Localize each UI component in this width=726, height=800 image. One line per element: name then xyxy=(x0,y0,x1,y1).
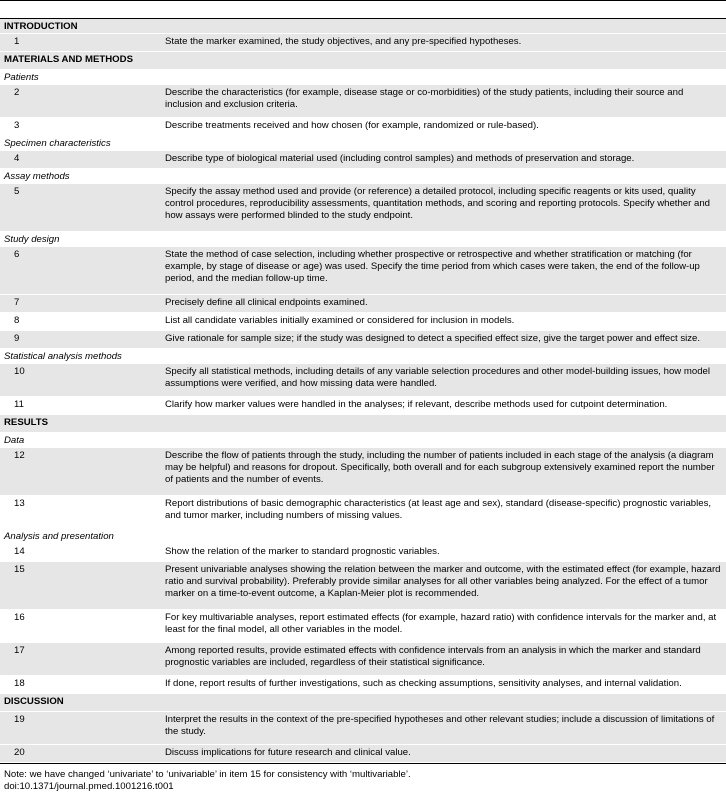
item-description: Discuss implications for future research and clinical value. xyxy=(165,747,411,758)
item-number: 2 xyxy=(14,87,20,98)
item-number: 17 xyxy=(14,645,25,656)
item-number: 7 xyxy=(14,297,20,308)
section-title: DISCUSSION xyxy=(4,696,64,707)
item-number: 3 xyxy=(14,120,20,131)
checklist-item-row xyxy=(0,118,726,136)
subsection-title: Assay methods xyxy=(4,171,70,182)
subsection-header-row xyxy=(0,169,726,184)
item-number: 9 xyxy=(14,333,20,344)
item-description: State the method of case selection, including whether prospective or retrospective and whether stratification or matching (for example, by stage of disease or age) was used. Specify the time period from which cases were taken, the end of the follow-up period, and the median follow-up time. xyxy=(165,249,700,284)
item-description: Among reported results, provide estimated effects with confidence intervals from an analysis in which the marker and standard prognostic variables are included, regardless of their statistical significance. xyxy=(165,645,701,668)
checklist-item-row xyxy=(0,448,726,496)
subsection-title: Patients xyxy=(4,72,39,83)
item-description: Describe treatments received and how chosen (for example, randomized or rule-based). xyxy=(165,120,539,131)
checklist-item-row xyxy=(0,331,726,349)
checklist-item-row xyxy=(0,247,726,295)
subsection-header-row xyxy=(0,232,726,247)
subsection-header-row xyxy=(0,349,726,364)
checklist-item-row xyxy=(0,295,726,313)
item-description: List all candidate variables initially examined or considered for inclusion in models. xyxy=(165,315,515,326)
checklist-item-row xyxy=(0,544,726,562)
checklist-item-row xyxy=(0,151,726,169)
item-description: Describe the flow of patients through the study, including the number of patients included in each stage of the analysis (a diagram may be helpful) and reasons for dropout. Specifically, both overall and for each subgroup extensively examined report the number of patients and the number of events. xyxy=(165,450,715,485)
item-description: State the marker examined, the study objectives, and any pre-specified hypotheses. xyxy=(165,36,522,47)
item-description: Specify the assay method used and provide (or reference) a detailed protocol, including specific reagents or kits used, quality control procedures, reproducibility assessments, quantitation methods, and scoring and reporting protocols. Specify whether and how assays were performed blinded to the study endpoint. xyxy=(165,186,711,221)
item-description: Precisely define all clinical endpoints examined. xyxy=(165,297,368,308)
section-header-row xyxy=(0,694,726,712)
item-number: 13 xyxy=(14,498,25,509)
subsection-title: Data xyxy=(4,435,25,446)
item-description: Specify all statistical methods, including details of any variable selection procedures and other model-building issues, how model assumptions were verified, and how missing data were handled. xyxy=(165,366,711,389)
item-number: 6 xyxy=(14,249,20,260)
table-doi: doi:10.1371/journal.pmed.1001216.t001 xyxy=(4,781,174,792)
item-description: Give rationale for sample size; if the study was designed to detect a specified effect size, give the target power and effect size. xyxy=(165,333,701,344)
item-number: 4 xyxy=(14,153,20,164)
table-footnote: Note: we have changed ‘univariate’ to ‘univariable’ in item 15 for consistency with ‘multivariable’. xyxy=(4,769,411,780)
item-number: 10 xyxy=(14,366,25,377)
item-number: 11 xyxy=(14,399,24,410)
subsection-header-row xyxy=(0,529,726,544)
item-description: Report distributions of basic demographic characteristics (at least age and sex), standard (disease-specific) prognostic variables, and tumor marker, including numbers of missing values. xyxy=(165,498,712,521)
checklist-item-row xyxy=(0,643,726,676)
checklist-item-row xyxy=(0,745,726,763)
subsection-header-row xyxy=(0,433,726,448)
subsection-title: Statistical analysis methods xyxy=(4,351,122,362)
checklist-item-row xyxy=(0,397,726,415)
subsection-header-row xyxy=(0,136,726,151)
checklist-item-row xyxy=(0,34,726,52)
section-title: INTRODUCTION xyxy=(4,21,78,32)
checklist-item-row xyxy=(0,85,726,118)
checklist-item-row xyxy=(0,313,726,331)
item-description: Interpret the results in the context of the pre-specified hypotheses and other relevant studies; include a discussion of limitations of the study. xyxy=(165,714,715,737)
item-description: For key multivariable analyses, report estimated effects (for example, hazard ratio) with confidence intervals for the marker and, at least for the final model, all other variables in the model. xyxy=(165,612,717,635)
section-title: MATERIALS AND METHODS xyxy=(4,54,133,65)
item-number: 5 xyxy=(14,186,20,197)
table-header-rule xyxy=(0,5,726,19)
item-description: Show the relation of the marker to standard prognostic variables. xyxy=(165,546,440,557)
section-header-row xyxy=(0,19,726,34)
subsection-title: Analysis and presentation xyxy=(4,531,114,542)
item-number: 15 xyxy=(14,564,25,575)
item-number: 20 xyxy=(14,747,25,758)
item-number: 1 xyxy=(14,36,20,47)
subsection-title: Study design xyxy=(4,234,60,245)
item-number: 12 xyxy=(14,450,25,461)
checklist-item-row xyxy=(0,610,726,643)
item-description: Describe the characteristics (for example, disease stage or co-morbidities) of the study patients, including their source and inclusion and exclusion criteria. xyxy=(165,87,684,110)
checklist-item-row xyxy=(0,184,726,232)
item-number: 19 xyxy=(14,714,25,725)
subsection-header-row xyxy=(0,70,726,85)
checklist-item-row xyxy=(0,712,726,745)
item-number: 18 xyxy=(14,678,25,689)
checklist-item-row xyxy=(0,562,726,610)
subsection-title: Specimen characteristics xyxy=(4,138,111,149)
item-description: If done, report results of further investigations, such as checking assumptions, sensitivity analyses, and internal validation. xyxy=(165,678,682,689)
checklist-item-row xyxy=(0,676,726,694)
item-number: 8 xyxy=(14,315,20,326)
table-body xyxy=(0,19,726,763)
item-description: Present univariable analyses showing the relation between the marker and outcome, with the estimated effect (for example, hazard ratio and survival probability). Preferably provide similar analyses for all other variables being analyzed. For the effect of a tumor marker on a time-to-event outcome, a Kaplan-Meier plot is recommended. xyxy=(165,564,721,599)
checklist-item-row xyxy=(0,496,726,529)
item-description: Clarify how marker values were handled in the analyses; if relevant, describe methods used for cutpoint determination. xyxy=(165,399,668,410)
section-header-row xyxy=(0,415,726,433)
item-number: 16 xyxy=(14,612,25,623)
section-header-row xyxy=(0,52,726,70)
section-title: RESULTS xyxy=(4,417,49,428)
item-description: Describe type of biological material used (including control samples) and methods of preservation and storage. xyxy=(165,153,635,164)
checklist-item-row xyxy=(0,364,726,397)
item-number: 14 xyxy=(14,546,25,557)
